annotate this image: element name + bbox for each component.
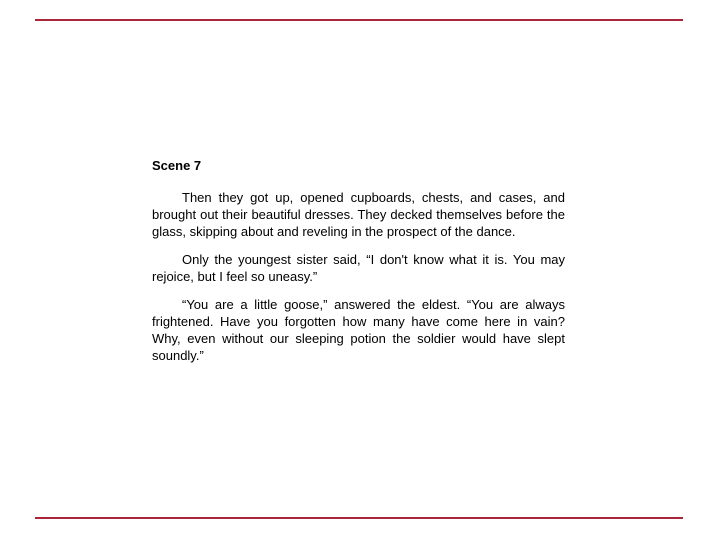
scene-text-block: [152, 157, 565, 375]
scene-paragraph-1: Then they got up, opened cupboards, chests, and cases, and brought out their beautiful dresses. They decked themselves before the glass, skipping about and reveling in the prospect of the dance.: [152, 190, 565, 239]
scene-title: Scene 7: [152, 158, 202, 173]
bottom-divider: [35, 517, 683, 519]
scene-paragraph-3: “You are a little goose,” answered the eldest. “You are always frightened. Have you forgotten how many have come here in vain? Why, even without our sleeping potion the soldier would have slept soundly.”: [152, 297, 565, 363]
scene-paragraph-2: Only the youngest sister said, “I don't know what it is. You may rejoice, but I feel so uneasy.”: [152, 252, 565, 284]
top-divider: [35, 19, 683, 21]
